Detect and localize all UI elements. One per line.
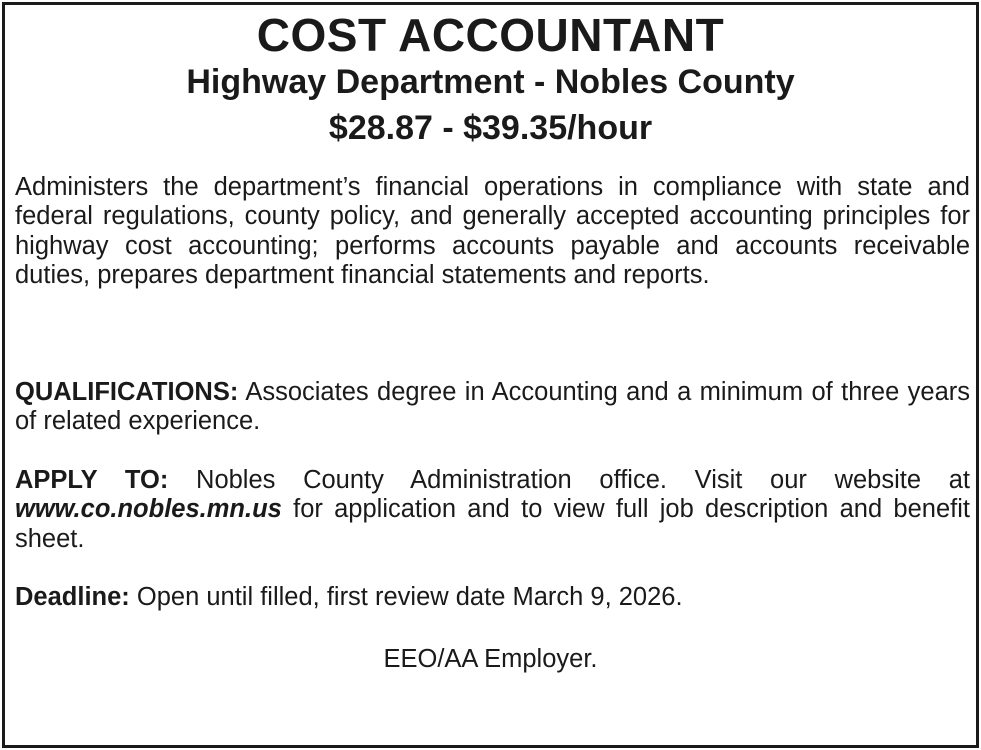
deadline-text: Open until filled, first review date March 9, 2026.	[136, 583, 683, 611]
qualifications-label: QUALIFICATIONS:	[15, 378, 239, 406]
deadline-section	[15, 583, 970, 612]
apply-section	[15, 466, 970, 554]
qualifications-section	[15, 378, 970, 437]
job-ad	[2, 2, 979, 748]
deadline-label: Deadline:	[15, 583, 130, 611]
qualifications-text: Associates degree in Accounting and a minimum of three years of related experience.	[15, 378, 970, 436]
department-subtitle: Highway Department - Nobles County	[186, 63, 795, 101]
website-link[interactable]: www.co.nobles.mn.us	[15, 495, 282, 524]
apply-text-after: for application and to view full job description and benefit sheet.	[15, 495, 970, 553]
wage-range: $28.87 - $39.35/hour	[328, 109, 653, 147]
apply-label: APPLY TO:	[15, 466, 169, 494]
job-description: Administers the department’s financial operations in compliance with state and federal regulations, county policy, and generally accepted accounting principles for highway cost accounting; performs accounts payable and accounts receivable duties, prepares department financial statements and reports.	[15, 173, 970, 290]
apply-text-before: Nobles County Administration office. Visit our website at	[196, 466, 970, 494]
employer-note: EEO/AA Employer.	[383, 645, 598, 673]
job-title: COST ACCOUNTANT	[256, 9, 725, 61]
